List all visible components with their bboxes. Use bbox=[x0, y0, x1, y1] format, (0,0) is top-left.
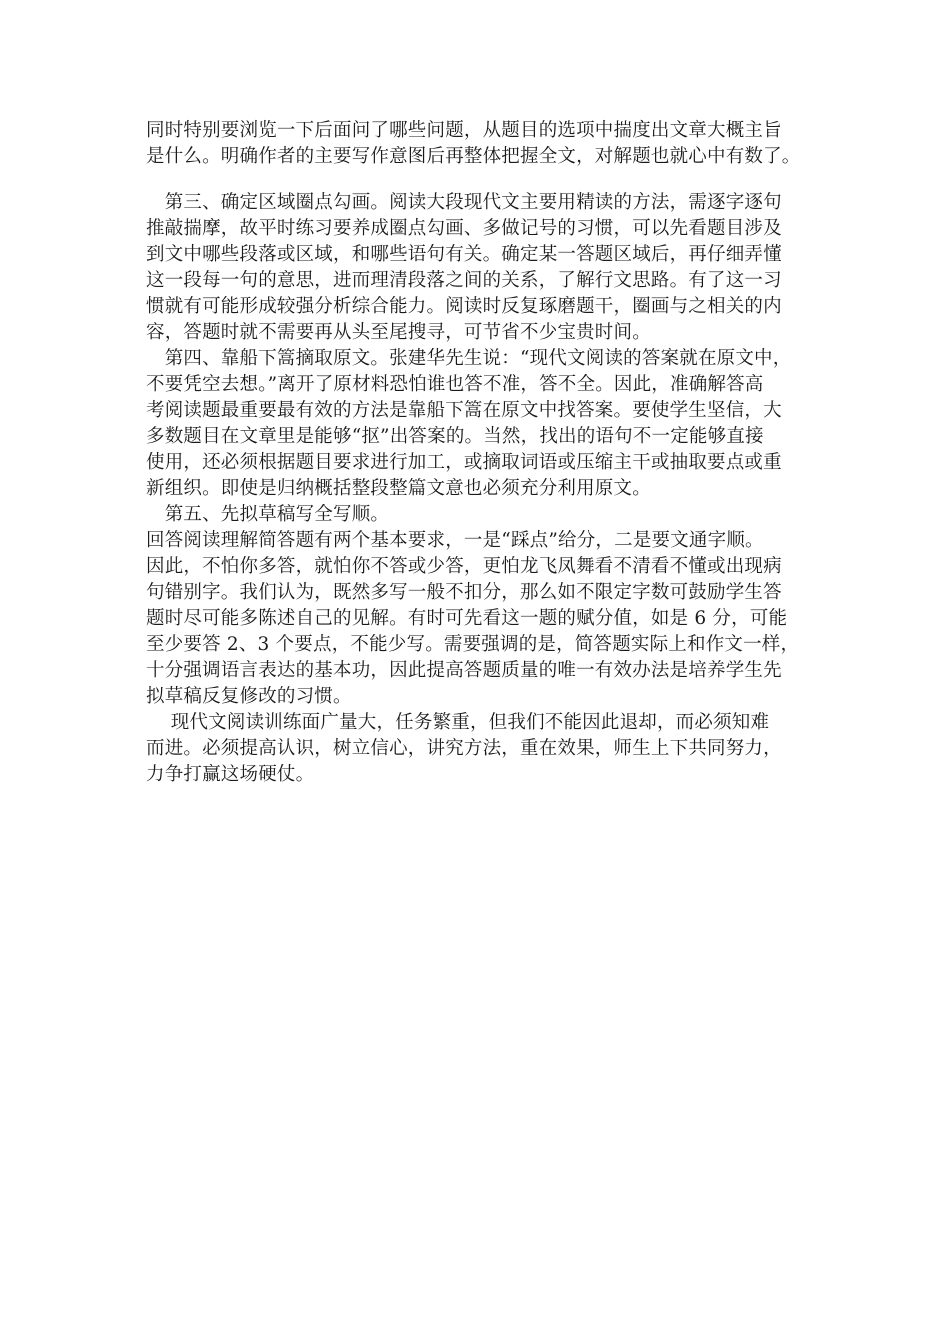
text-line: 这一段每一句的意思，进而理清段落之间的关系，了解行文思路。有了这一习 bbox=[146, 270, 782, 291]
paragraph-step-four bbox=[146, 346, 818, 502]
text-line: 句错别字。我们认为，既然多写一般不扣分，那么如不限定字数可鼓励学生答 bbox=[146, 582, 782, 603]
document-body bbox=[146, 118, 818, 788]
text-line: 使用，还必须根据题目要求进行加工，或摘取词语或压缩主干或抽取要点或重 bbox=[146, 452, 782, 473]
text-line: 新组织。即使是归纳概括整段整篇文意也必须充分利用原文。 bbox=[146, 478, 651, 499]
text-line: 回答阅读理解简答题有两个基本要求，一是“踩点”给分，二是要文通字顺。 bbox=[146, 530, 764, 551]
text-line: 多数题目在文章里是能够“抠”出答案的。当然，找出的语句不一定能够直接 bbox=[146, 426, 764, 447]
paragraph-conclusion bbox=[146, 710, 818, 788]
text-line: 题时尽可能多陈述自己的见解。有时可先看这一题的赋分值，如是 6 分，可能 bbox=[146, 608, 788, 629]
text-line: 是什么。明确作者的主要写作意图后再整体把握全文，对解题也就心中有数了。 bbox=[146, 146, 801, 167]
text-line: 因此，不怕你多答，就怕你不答或少答，更怕龙飞凤舞看不清看不懂或出现病 bbox=[146, 556, 782, 577]
paragraph-gap bbox=[146, 170, 818, 190]
paragraph-step-five-heading bbox=[146, 502, 818, 528]
text-line: 至少要答 2、3 个要点，不能少写。需要强调的是，简答题实际上和作文一样， bbox=[146, 634, 800, 655]
text-line: 第五、先拟草稿写全写顺。 bbox=[146, 504, 390, 525]
text-line: 拟草稿反复修改的习惯。 bbox=[146, 686, 352, 707]
text-line: 惯就有可能形成较强分析综合能力。阅读时反复琢磨题干，圈画与之相关的内 bbox=[146, 296, 782, 317]
text-line: 不要凭空去想。”离开了原材料恐怕谁也答不准，答不全。因此，准确解答高 bbox=[146, 374, 764, 395]
text-line: 十分强调语言表达的基本功，因此提高答题质量的唯一有效办法是培养学生先 bbox=[146, 660, 782, 681]
text-line: 而进。必须提高认识，树立信心，讲究方法，重在效果，师生上下共同努力， bbox=[146, 738, 782, 759]
text-line: 第四、靠船下篙摘取原文。张建华先生说：“现代文阅读的答案就在原文中， bbox=[146, 348, 792, 369]
text-line: 同时特别要浏览一下后面问了哪些问题，从题目的选项中揣度出文章大概主旨 bbox=[146, 120, 782, 141]
text-line: 到文中哪些段落或区域，和哪些语句有关。确定某一答题区域后，再仔细弄懂 bbox=[146, 244, 782, 265]
paragraph-step-five-body bbox=[146, 528, 818, 710]
text-line: 力争打赢这场硬仗。 bbox=[146, 764, 315, 785]
text-line: 考阅读题最重要最有效的方法是靠船下篙在原文中找答案。要使学生坚信，大 bbox=[146, 400, 782, 421]
text-line: 容，答题时就不需要再从头至尾搜寻，可节省不少宝贵时间。 bbox=[146, 322, 651, 343]
text-line: 推敲揣摩，故平时练习要养成圈点勾画、多做记号的习惯，可以先看题目涉及 bbox=[146, 218, 782, 239]
text-line: 现代文阅读训练面广量大，任务繁重，但我们不能因此退却，而必须知难 bbox=[146, 712, 770, 733]
text-line: 第三、确定区域圈点勾画。阅读大段现代文主要用精读的方法，需逐字逐句 bbox=[146, 192, 782, 213]
paragraph-step-three bbox=[146, 190, 818, 346]
paragraph-intro bbox=[146, 118, 818, 170]
